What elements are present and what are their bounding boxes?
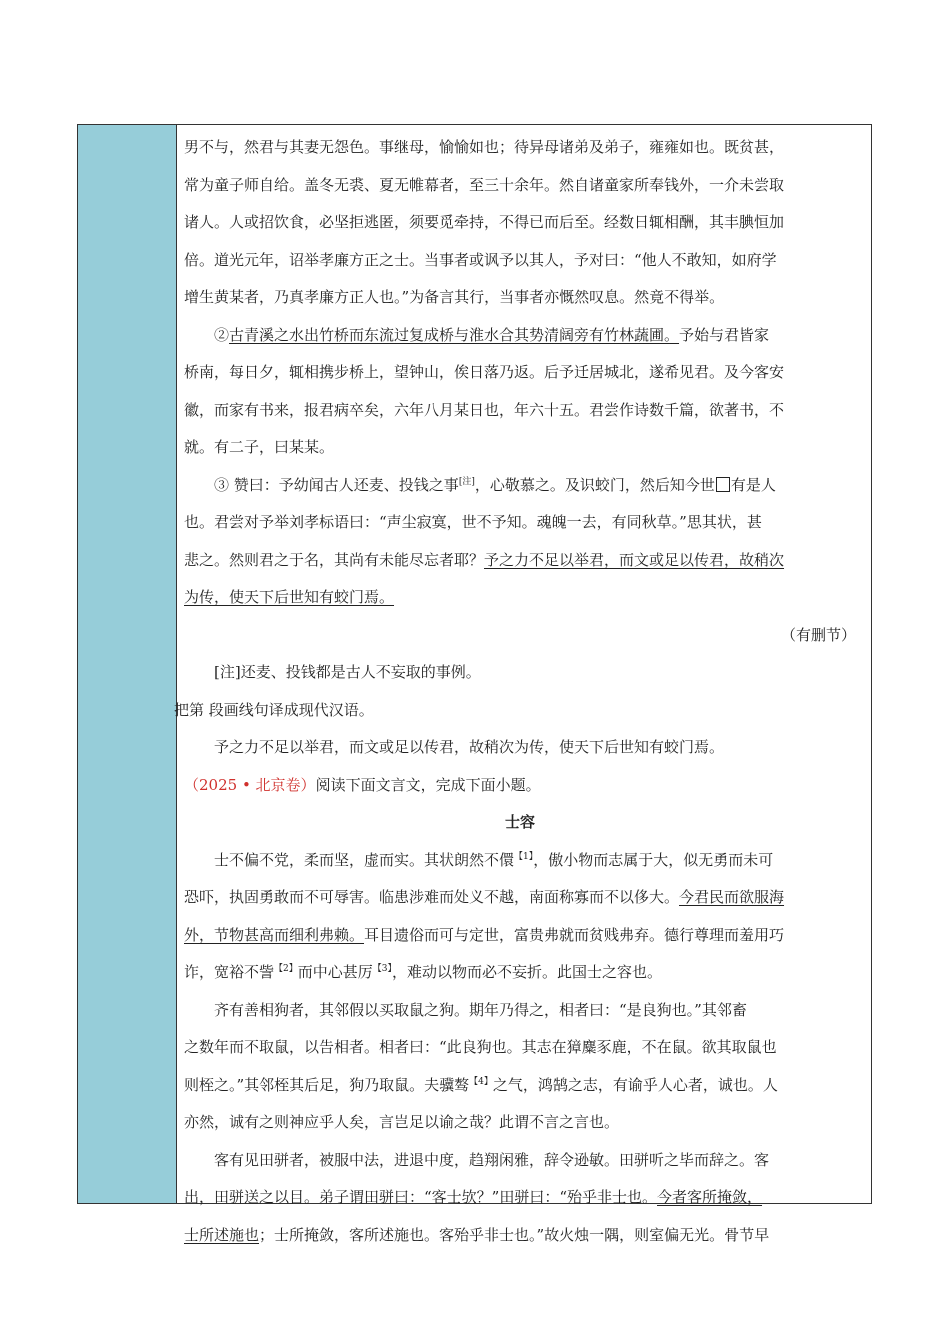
- text-line: [184, 1179, 856, 1217]
- paragraph-2: [184, 317, 856, 467]
- annotation-marker: 【1】: [514, 851, 534, 862]
- paragraph-3: [184, 467, 856, 617]
- text-line: 客有见田骈者，被服中法，进退中度，趋翔闲雅，辞令逊敏。田骈听之毕而辞之。客: [214, 1150, 770, 1169]
- underlined-sentence: 士所述施也: [184, 1225, 260, 1244]
- underlined-sentence: 外，节物甚高而细利弗赖。: [184, 925, 365, 944]
- underlined-sentence: 今者客所掩敛，: [657, 1188, 763, 1206]
- text-line: [184, 954, 856, 992]
- text-span: 有是人: [730, 475, 776, 494]
- exam-source: （2025 • 北京卷）: [184, 775, 316, 794]
- text-line: 诸人。人或招饮食，必坚拒逃匿，须要觅牵持，不得已而后至。经数日辄相酬，其丰腆恒加: [184, 213, 785, 231]
- text-span: 悲之。然则君之于名，其尚有未能尽忘者耶？: [184, 550, 485, 569]
- table-sidebar: [78, 125, 177, 1203]
- exam-heading: [184, 767, 856, 805]
- paragraph-number: ③: [214, 475, 230, 494]
- underlined-sentence: 予之力不足以举君，而文或足以传君，故稍次: [484, 550, 785, 569]
- text-line: 亦然，诚有之则神应乎人矣，言岂足以谕之哉？此谓不言之言也。: [184, 1113, 620, 1131]
- text-line: [184, 917, 856, 955]
- text-span: ，难动以物而必不妄折。此国士之容也。: [392, 963, 663, 981]
- text-span: 则桎之。”其邻桎其后足，狗乃取鼠。夫骥骜: [184, 1075, 470, 1094]
- text-span: 予始与君皆家: [679, 325, 770, 344]
- text-span: 耳目遗俗而可与定世，富贵弗就而贫贱弗弃。德行尊理而羞用巧: [364, 925, 785, 944]
- text-span: 赞曰：予幼闻古人还麦、投钱之事: [233, 475, 459, 494]
- passage-paragraph-3: [184, 1142, 856, 1255]
- question: 把第 段画线句译成现代汉语。: [174, 700, 374, 719]
- paragraph-number: ②: [214, 325, 230, 344]
- text-line: 男不与，然君与其妻无怨色。事继母，愉愉如也；待异母诸弟及弟子，雍雍如也。既贫甚，: [184, 138, 785, 156]
- paragraph-1: [184, 129, 856, 317]
- text-line: [184, 467, 856, 505]
- text-line: 也。君尝对予举刘孝标语曰：“声尘寂寞，世不予知。魂魄一去，有同秋草。”思其状，甚: [184, 513, 762, 531]
- text-line: 之数年而不取鼠，以告相者。相者曰：“此良狗也。其志在獐麋豕鹿，不在鼠。欲其取鼠也: [184, 1038, 777, 1056]
- text-span: ，心敬慕之。及识蛟门，然后知今世: [474, 475, 715, 494]
- annotation-marker: 【3】: [372, 964, 392, 974]
- annotation-marker: 【2】: [274, 964, 298, 974]
- annotation-marker: 【4】: [469, 1076, 493, 1087]
- document-table: [77, 124, 872, 1244]
- text-line: 桥南，每日夕，辄相携步桥上，望钟山，俟日落乃返。后予迁居城北，遂希见君。及今客安: [184, 363, 785, 381]
- text-line: 齐有善相狗者，其邻假以买取鼠之狗。期年乃得之，相者曰：“是良狗也。”其邻畜: [214, 1000, 747, 1019]
- answer: 予之力不足以举君，而文或足以传君，故稍次为传，使天下后世知有蛟门焉。: [214, 738, 725, 756]
- text-span: 士不偏不党，柔而坚，虚而实。其状朗然不儇: [214, 850, 515, 869]
- text-span: 出，田骈送之以目。弟子谓田骈曰：“客士欤？”田骈曰：“殆乎非士也。: [184, 1188, 658, 1206]
- text-span: 诈，宽裕不訾: [184, 963, 275, 981]
- exam-instruction: 阅读下面文言文，完成下面小题。: [315, 775, 541, 794]
- passage-title: 士容: [504, 813, 535, 831]
- footnote: [注]还麦、投钱都是古人不妄取的事例。: [214, 663, 481, 681]
- text-span: ，傲小物而志属于大，似无勇而未可: [533, 850, 774, 869]
- text-line: [184, 842, 856, 880]
- text-line: 徽，而家有书来，报君病卒矣，六年八月某日也，年六十五。君尝作诗数千篇，欲著书，不: [184, 400, 785, 419]
- text-line: [184, 879, 856, 917]
- passage-paragraph-2: [184, 992, 856, 1142]
- text-line: 增生黄某者，乃真孝廉方正人也。”为备言其行，当事者亦慨然叹息。然竟不得举。: [184, 288, 725, 306]
- passage-paragraph-1: [184, 842, 856, 992]
- text-span: 之气，鸿鹄之志，有谕乎人心者，诚也。人: [492, 1075, 778, 1094]
- text-span: 而中心甚厉: [297, 963, 373, 981]
- source-note: （有删节）: [780, 625, 856, 644]
- text-line: 就。有二子，曰某某。: [184, 438, 335, 456]
- text-line: [184, 1067, 856, 1105]
- underlined-sentence: 今君民而欲服海: [679, 888, 785, 906]
- text-line: [184, 579, 856, 617]
- text-line: 倍。道光元年，诏举孝廉方正之士。当事者或讽予以其人，予对曰：“他人不敢知，如府学: [184, 250, 777, 269]
- annotation-marker: [注]: [458, 476, 475, 487]
- text-line: 常为童子师自给。盖冬无裘、夏无帷幕者，至三十余年。然自诸童家所奉钱外，一介未尝取: [184, 175, 785, 194]
- text-line: [184, 542, 856, 580]
- underlined-sentence: 古青溪之水出竹桥而东流过复成桥与淮水合其势清阔旁有竹林蔬圃。: [229, 325, 680, 344]
- text-span: ；士所掩敛，客所述施也。客殆乎非士也。”故火烛一隅，则室偏无光。骨节早: [259, 1225, 770, 1244]
- text-line: [184, 1217, 856, 1255]
- text-span: 恐吓，执固勇敢而不可辱害。临患涉难而处义不越，南面称寡而不以侈大。: [184, 888, 680, 906]
- text-line: [184, 317, 856, 355]
- underlined-sentence: 为传，使天下后世知有蛟门焉。: [184, 588, 395, 606]
- document-content: [174, 129, 856, 1254]
- missing-character-box: [716, 477, 730, 492]
